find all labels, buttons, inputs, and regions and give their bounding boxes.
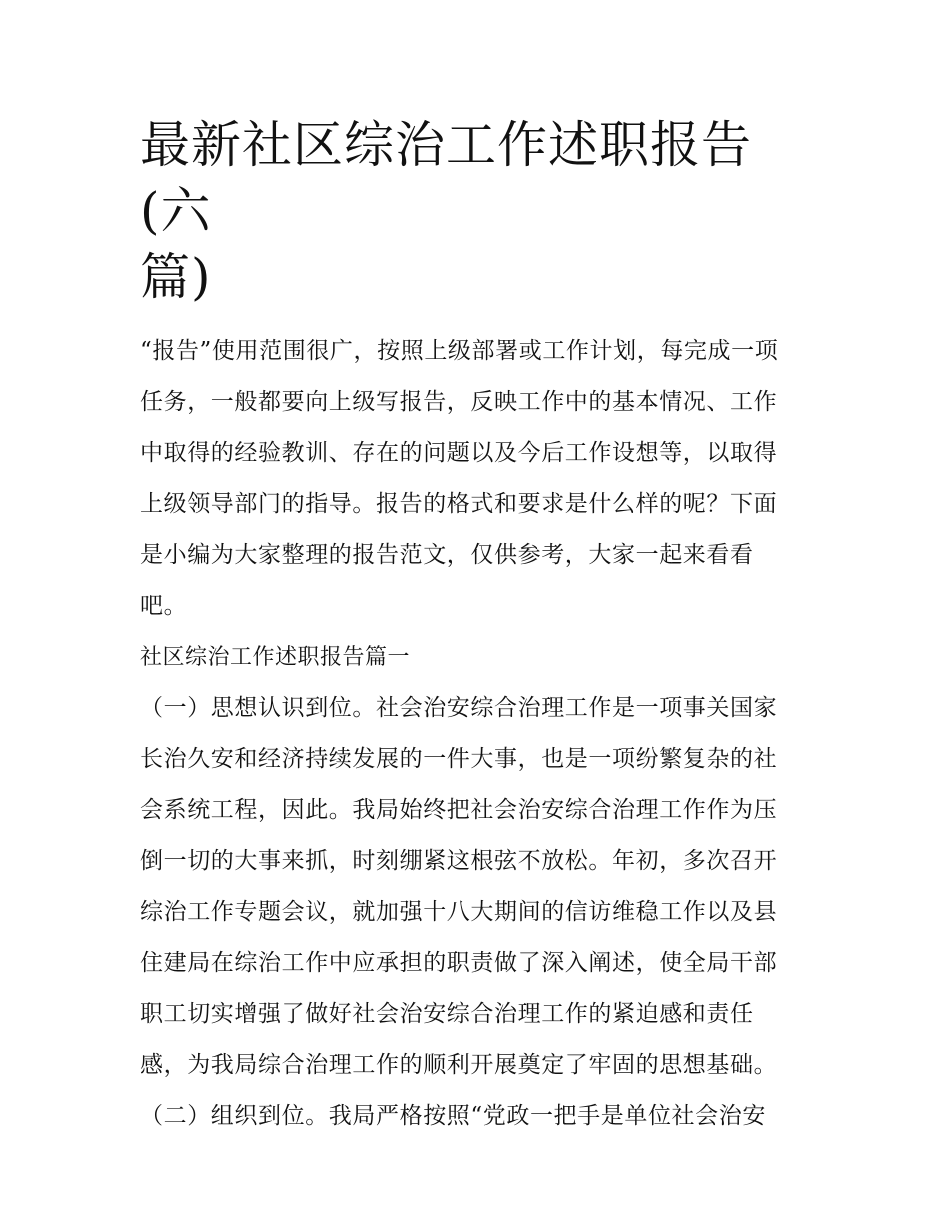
body-line: 综治工作专题会议，就加强十八大期间的信访维稳工作以及县 — [140, 899, 778, 925]
body-line: 职工切实增强了做好社会治安综合治理工作的紧迫感和责任 — [140, 1001, 754, 1027]
intro-line: 任务，一般都要向上级写报告，反映工作中的基本情况、工作 — [140, 389, 778, 415]
title-line: 篇) — [140, 248, 212, 306]
document-title — [140, 112, 820, 310]
title-line: 最新社区综治工作述职报告(六 — [140, 116, 752, 240]
section-heading: 社区综治工作述职报告篇一 — [140, 645, 411, 670]
body-line: 感，为我局综合治理工作的顺利开展奠定了牢固的思想基础。 — [140, 1052, 778, 1078]
intro-line: “报告”使用范围很广，按照上级部署或工作计划，每完成一项 — [140, 338, 779, 364]
body-line: 倒一切的大事来抓，时刻绷紧这根弦不放松。年初，多次召开 — [140, 848, 778, 874]
body-line: （一）思想认识到位。社会治安综合治理工作是一项事关国家 — [140, 695, 778, 721]
body-line: 住建局在综治工作中应承担的职责做了深入阐述，使全局干部 — [140, 950, 778, 976]
body-line: （二）组织到位。我局严格按照“党政一把手是单位社会治安 — [140, 1103, 766, 1129]
intro-line: 吧。 — [140, 593, 188, 619]
intro-paragraph — [140, 326, 820, 632]
document-content — [140, 112, 820, 1142]
body-paragraph — [140, 683, 820, 1142]
body-line: 会系统工程，因此。我局始终把社会治安综合治理工作作为压 — [140, 797, 778, 823]
intro-line: 是小编为大家整理的报告范文，仅供参考，大家一起来看看 — [140, 542, 754, 568]
intro-line: 中取得的经验教训、存在的问题以及今后工作设想等，以取得 — [140, 440, 778, 466]
body-line: 长治久安和经济持续发展的一件大事，也是一项纷繁复杂的社 — [140, 746, 778, 772]
intro-line: 上级领导部门的指导。报告的格式和要求是什么样的呢？下面 — [140, 491, 778, 517]
